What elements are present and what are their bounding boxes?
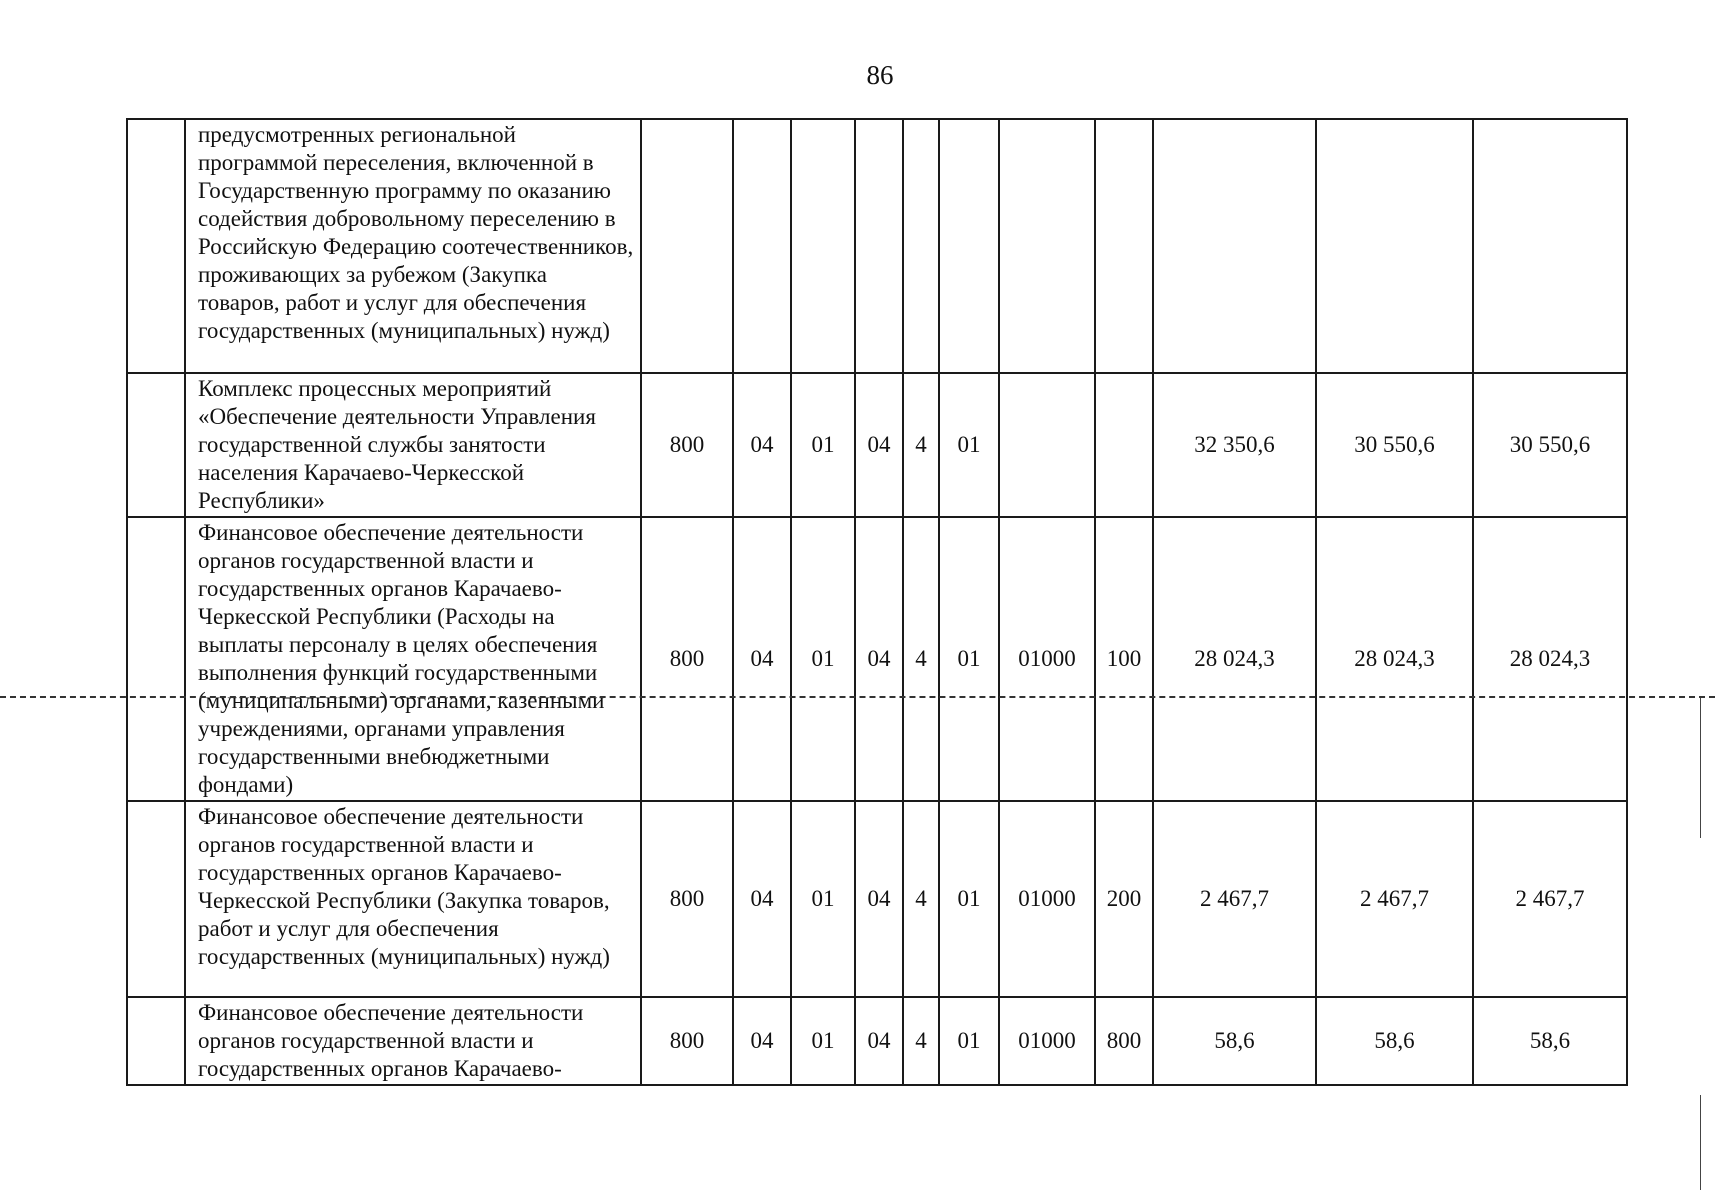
expense-type-cell <box>1095 373 1153 517</box>
row-number-cell <box>127 517 185 801</box>
section-code-cell: 04 <box>733 997 791 1085</box>
subsection-code-cell: 01 <box>791 997 855 1085</box>
amount-year-2-cell: 30 550,6 <box>1316 373 1473 517</box>
page-number: 86 <box>866 60 894 90</box>
table-row <box>127 119 1627 373</box>
item-name-cell: Комплекс процессных мероприятий «Обеспечение деятельности Управления государственной службы занятости населения Карачаево-Черкесской Республики» <box>185 373 641 517</box>
ved-code-cell: 800 <box>641 517 733 801</box>
target-article-part-4-cell: 01000 <box>999 517 1095 801</box>
scan-edge-mark <box>1700 1095 1701 1190</box>
target-article-part-3-cell: 01 <box>939 517 999 801</box>
target-article-part-1-cell: 04 <box>855 517 903 801</box>
row-number-cell <box>127 373 185 517</box>
subsection-code-cell: 01 <box>791 373 855 517</box>
target-article-part-2-cell: 4 <box>903 801 939 997</box>
target-article-part-2-cell: 4 <box>903 373 939 517</box>
target-article-part-1-cell: 04 <box>855 801 903 997</box>
budget-table <box>126 118 1628 1086</box>
target-article-part-4-cell <box>999 373 1095 517</box>
row-number-cell <box>127 997 185 1085</box>
target-article-part-4-cell: 01000 <box>999 801 1095 997</box>
scan-edge-mark <box>1700 698 1701 838</box>
target-article-part-2-cell: 4 <box>903 517 939 801</box>
subsection-code-cell <box>791 119 855 373</box>
ved-code-cell: 800 <box>641 373 733 517</box>
target-article-part-4-cell <box>999 119 1095 373</box>
expense-type-cell <box>1095 119 1153 373</box>
target-article-part-1-cell <box>855 119 903 373</box>
target-article-part-1-cell: 04 <box>855 997 903 1085</box>
item-name-cell: Финансовое обеспечение деятельности органов государственной власти и государственных органов Карачаево-Черкесской Республики (Закупка товаров, работ и услуг для обеспечения государственных (муниципальных) нужд) <box>185 801 641 997</box>
amount-year-2-cell <box>1316 119 1473 373</box>
expense-type-cell: 800 <box>1095 997 1153 1085</box>
item-name-cell: Финансовое обеспечение деятельности органов государственной власти и государственных органов Карачаево- <box>185 997 641 1085</box>
subsection-code-cell: 01 <box>791 517 855 801</box>
amount-year-3-cell: 58,6 <box>1473 997 1627 1085</box>
item-name-cell: Финансовое обеспечение деятельности органов государственной власти и государственных органов Карачаево-Черкесской Республики (Расходы на выплаты персоналу в целях обеспечения выполнения функций государственными (муниципальными) органами, казенными учреждениями, органами управления государственными внебюджетными фондами) <box>185 517 641 801</box>
target-article-part-3-cell: 01 <box>939 997 999 1085</box>
amount-year-2-cell: 2 467,7 <box>1316 801 1473 997</box>
row-number-cell <box>127 801 185 997</box>
amount-year-1-cell: 58,6 <box>1153 997 1316 1085</box>
amount-year-3-cell: 30 550,6 <box>1473 373 1627 517</box>
amount-year-1-cell <box>1153 119 1316 373</box>
scan-fold-line <box>0 696 1715 698</box>
table-row <box>127 517 1627 801</box>
amount-year-1-cell: 28 024,3 <box>1153 517 1316 801</box>
expense-type-cell: 100 <box>1095 517 1153 801</box>
amount-year-3-cell <box>1473 119 1627 373</box>
amount-year-2-cell: 28 024,3 <box>1316 517 1473 801</box>
item-name-cell: предусмотренных региональной программой переселения, включенной в Государственную программу по оказанию содействия добровольному переселению в Российскую Федерацию соотечественников, проживающих за рубежом (Закупка товаров, работ и услуг для обеспечения государственных (муниципальных) нужд) <box>185 119 641 373</box>
table-row <box>127 801 1627 997</box>
target-article-part-2-cell <box>903 119 939 373</box>
ved-code-cell: 800 <box>641 997 733 1085</box>
amount-year-1-cell: 32 350,6 <box>1153 373 1316 517</box>
expense-type-cell: 200 <box>1095 801 1153 997</box>
section-code-cell: 04 <box>733 517 791 801</box>
target-article-part-3-cell: 01 <box>939 801 999 997</box>
subsection-code-cell: 01 <box>791 801 855 997</box>
table-row <box>127 373 1627 517</box>
amount-year-3-cell: 2 467,7 <box>1473 801 1627 997</box>
row-number-cell <box>127 119 185 373</box>
table-row <box>127 997 1627 1085</box>
target-article-part-1-cell: 04 <box>855 373 903 517</box>
ved-code-cell: 800 <box>641 801 733 997</box>
amount-year-1-cell: 2 467,7 <box>1153 801 1316 997</box>
target-article-part-4-cell: 01000 <box>999 997 1095 1085</box>
ved-code-cell <box>641 119 733 373</box>
amount-year-3-cell: 28 024,3 <box>1473 517 1627 801</box>
section-code-cell: 04 <box>733 801 791 997</box>
amount-year-2-cell: 58,6 <box>1316 997 1473 1085</box>
target-article-part-3-cell: 01 <box>939 373 999 517</box>
target-article-part-2-cell: 4 <box>903 997 939 1085</box>
section-code-cell <box>733 119 791 373</box>
target-article-part-3-cell <box>939 119 999 373</box>
section-code-cell: 04 <box>733 373 791 517</box>
